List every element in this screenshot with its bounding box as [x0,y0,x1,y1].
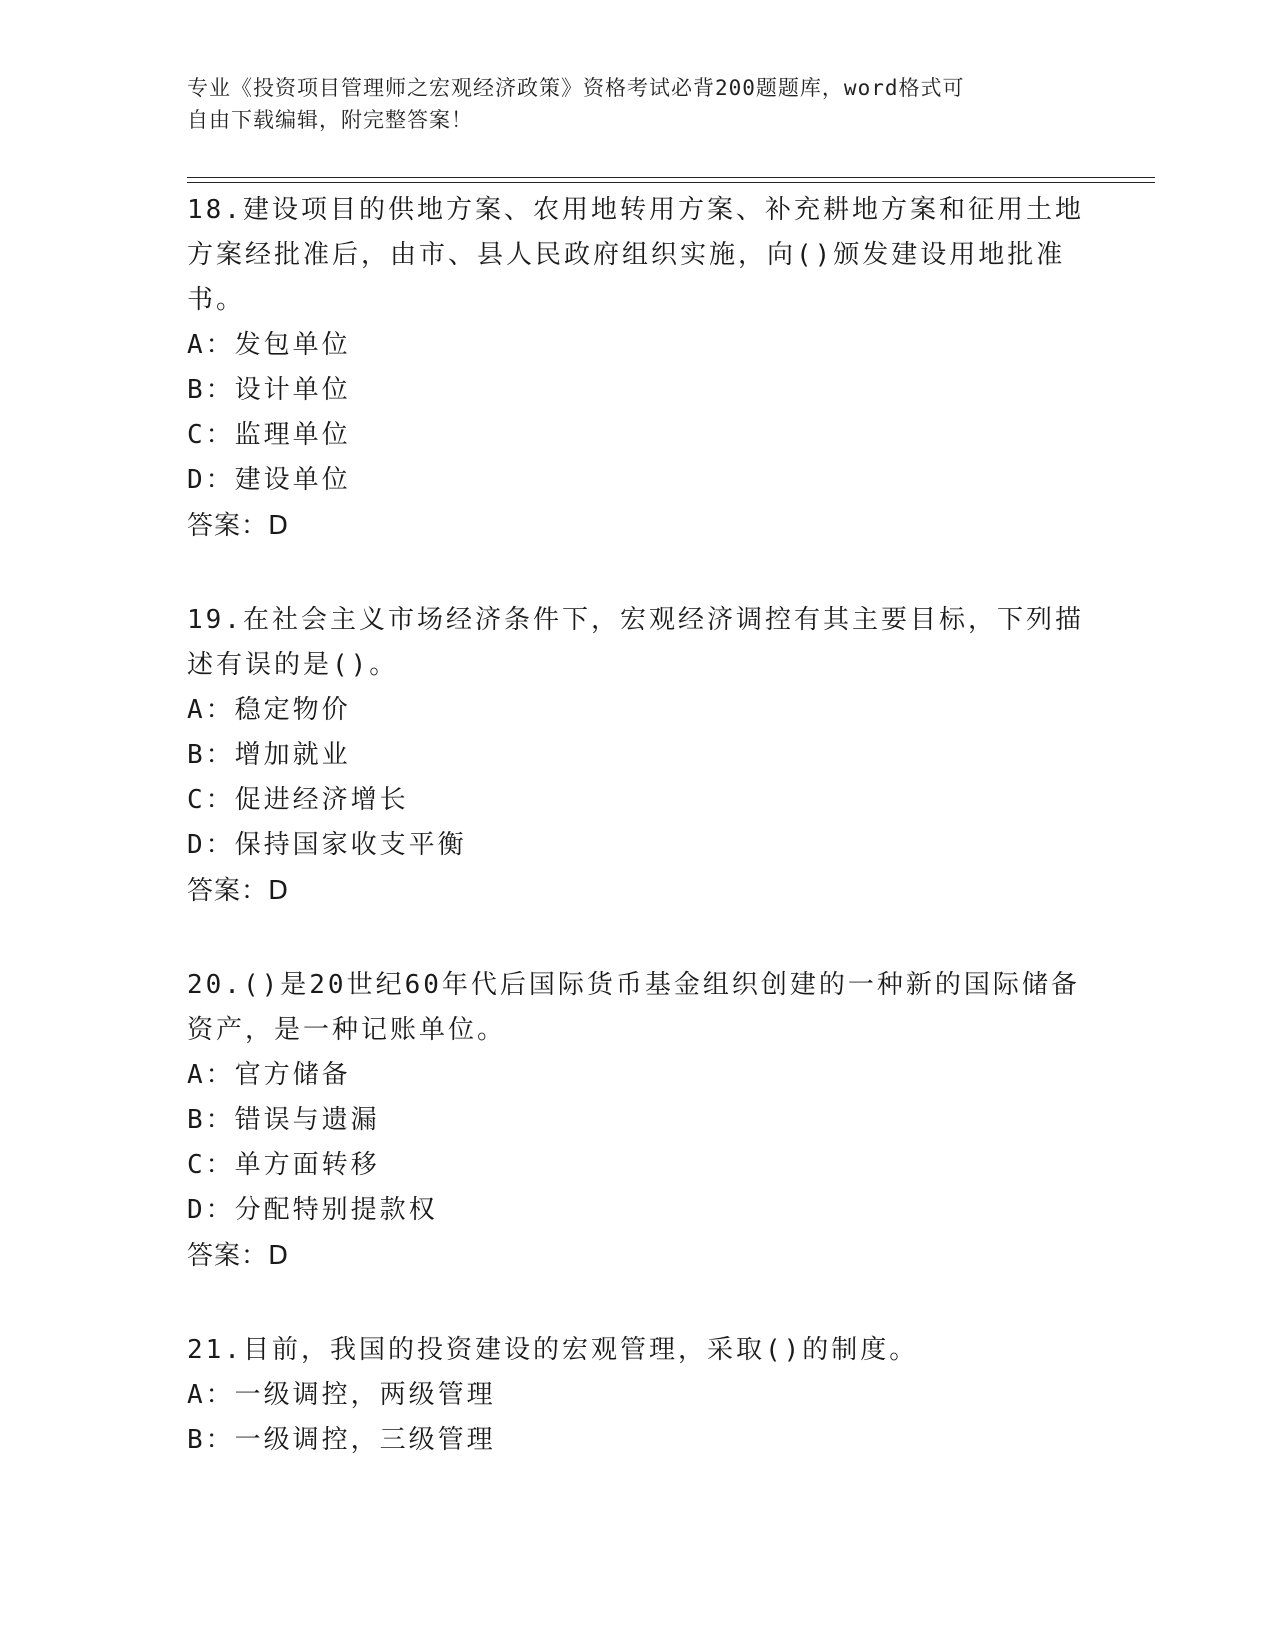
option-a: A：稳定物价 [187,695,351,725]
option-b: B：设计单位 [187,375,351,405]
option-c: C：单方面转移 [187,1150,380,1180]
option-c: C：促进经济增长 [187,785,409,815]
question-19 [187,598,1087,914]
question-line: 18.建设项目的供地方案、农用地转用方案、补充耕地方案和征用土地 [187,195,1084,225]
option-d: D：分配特别提款权 [187,1195,438,1225]
option-b: B：错误与遗漏 [187,1105,380,1135]
header-line-2: 自由下载编辑，附完整答案！ [187,108,473,132]
option-d: D：保持国家收支平衡 [187,830,467,860]
question-21 [187,1328,1087,1463]
option-a: A：一级调控，两级管理 [187,1380,496,1410]
header-rule-top [187,177,1155,178]
question-line: 20.()是20世纪60年代后国际货币基金组织创建的一种新的国际储备 [187,970,1080,1000]
question-line: 方案经批准后，由市、县人民政府组织实施，向()颁发建设用地批准 [187,240,1066,270]
question-list [187,188,1087,1512]
question-line: 述有误的是()。 [187,650,399,680]
document-header [187,72,1067,136]
header-rule-bottom [187,182,1155,183]
answer: 答案：D [187,1241,290,1271]
option-d: D：建设单位 [187,465,351,495]
question-18 [187,188,1087,549]
question-line: 21.目前，我国的投资建设的宏观管理，采取()的制度。 [187,1335,919,1365]
option-b: B：增加就业 [187,740,351,770]
question-line: 书。 [187,285,246,315]
question-line: 资产，是一种记账单位。 [187,1015,507,1045]
option-c: C：监理单位 [187,420,351,450]
option-a: A：发包单位 [187,330,351,360]
answer: 答案：D [187,511,290,541]
option-a: A：官方储备 [187,1060,351,1090]
question-line: 19.在社会主义市场经济条件下，宏观经济调控有其主要目标，下列描 [187,605,1084,635]
answer: 答案：D [187,876,290,906]
option-b: B：一级调控，三级管理 [187,1425,496,1455]
header-line-1: 专业《投资项目管理师之宏观经济政策》资格考试必背200题题库，word格式可 [187,76,965,100]
question-20 [187,963,1087,1279]
